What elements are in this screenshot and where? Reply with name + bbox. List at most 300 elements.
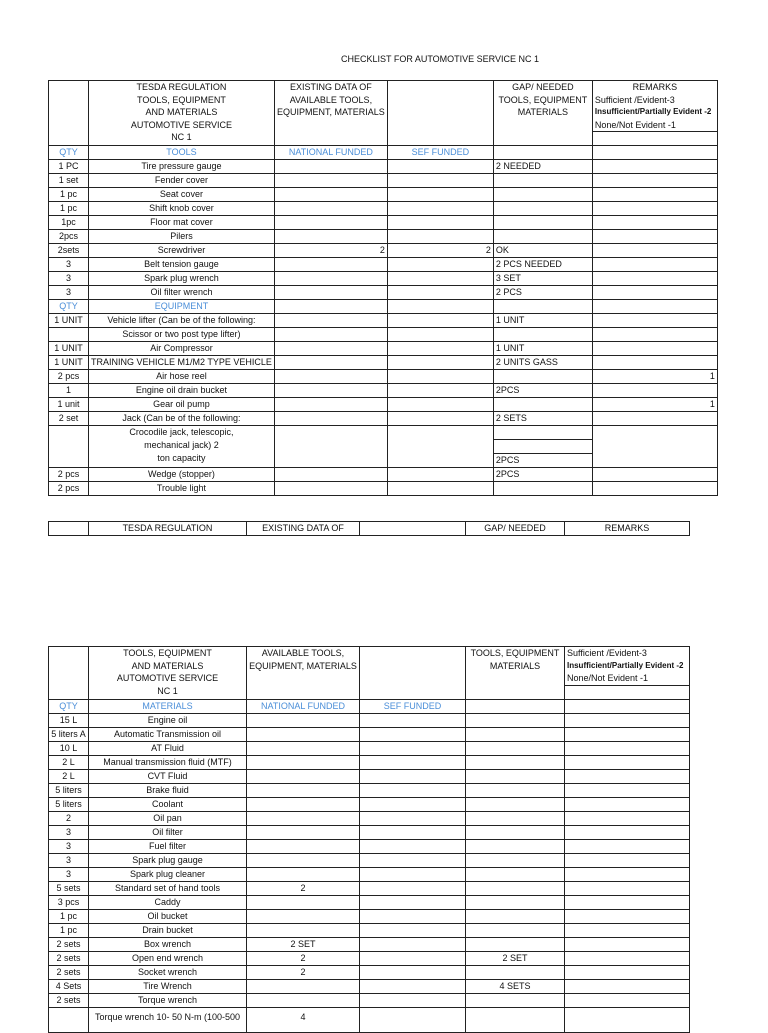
remarks-cell (565, 909, 690, 923)
qty-cell: 1 pc (49, 909, 89, 923)
qty-cell: 1 (49, 384, 89, 398)
item-cell: AT Fluid (89, 741, 247, 755)
gap-cell: 3 SET (493, 272, 592, 286)
remarks-cell (592, 174, 717, 188)
gap-cell (466, 769, 565, 783)
materials-column-labels: QTY MATERIALS NATIONAL FUNDED SEF FUNDED (49, 699, 690, 713)
item-cell: Trouble light (89, 482, 275, 496)
qty-cell: 3 (49, 272, 89, 286)
table-row (49, 482, 718, 496)
gap-needed-header: GAP/ NEEDED TOOLS, EQUIPMENT MATERIALS (493, 81, 592, 146)
sef-funded-cell (360, 727, 466, 741)
item-cell: Manual transmission fluid (MTF) (89, 755, 247, 769)
qty-cell: 3 pcs (49, 895, 89, 909)
national-funded-cell (247, 853, 360, 867)
table-row (49, 783, 690, 797)
sef-funded-cell (387, 370, 493, 384)
national-funded-cell (247, 811, 360, 825)
remarks-cell (592, 216, 717, 230)
sef-funded-cell (387, 160, 493, 174)
table-row (49, 342, 718, 356)
item-cell: Fuel filter (89, 839, 247, 853)
table-row (49, 174, 718, 188)
qty-cell: 2 sets (49, 951, 89, 965)
table-row (49, 797, 690, 811)
sef-funded-cell (360, 881, 466, 895)
remarks-cell (592, 468, 717, 482)
item-cell: Drain bucket (89, 923, 247, 937)
national-funded-cell (247, 923, 360, 937)
sef-funded-cell (360, 811, 466, 825)
item-cell: Box wrench (89, 937, 247, 951)
national-funded-cell (274, 286, 387, 300)
national-funded-cell (274, 216, 387, 230)
gap-cell: 2 SETS (493, 412, 592, 426)
sef-funded-cell (387, 188, 493, 202)
qty-cell: 1 pc (49, 188, 89, 202)
national-funded-cell (274, 328, 387, 342)
sef-funded-cell (360, 825, 466, 839)
gap-cell (466, 727, 565, 741)
gap-cell (493, 216, 592, 230)
item-cell: Gear oil pump (89, 398, 275, 412)
gap-cell (466, 965, 565, 979)
remarks-cell: 1 (592, 370, 717, 384)
gap-cell: 1 UNIT (493, 342, 592, 356)
qty-cell: 2 sets (49, 965, 89, 979)
qty-cell: 1 UNIT (49, 342, 89, 356)
sef-funded-cell (387, 300, 493, 314)
remarks-cell (592, 384, 717, 398)
item-cell: Brake fluid (89, 783, 247, 797)
item-cell: Fender cover (89, 174, 275, 188)
national-funded-cell (247, 979, 360, 993)
remarks-cell (565, 755, 690, 769)
national-funded-cell (247, 783, 360, 797)
national-funded-cell (247, 741, 360, 755)
national-funded-cell: 2 SET (247, 937, 360, 951)
table-row (49, 811, 690, 825)
sef-funded-cell (360, 741, 466, 755)
qty-cell: 3 (49, 853, 89, 867)
table-row (49, 286, 718, 300)
item-cell: Shift knob cover (89, 202, 275, 216)
page-break-header (48, 521, 690, 536)
remarks-cell (565, 923, 690, 937)
item-cell: Oil filter (89, 825, 247, 839)
gap-cell: 2 NEEDED (493, 160, 592, 174)
item-cell: Seat cover (89, 188, 275, 202)
item-cell: Engine oil (89, 713, 247, 727)
national-funded-cell (247, 993, 360, 1007)
gap-cell (466, 853, 565, 867)
table-row (49, 300, 718, 314)
remarks-header: Sufficient /Evident-3 Insufficient/Partially Evident -2 None/Not Evident -1 (565, 647, 690, 700)
remarks-cell (592, 272, 717, 286)
remarks-cell (565, 937, 690, 951)
table-row (49, 398, 718, 412)
remarks-cell (565, 741, 690, 755)
qty-cell: 2 L (49, 769, 89, 783)
qty-cell: 1pc (49, 216, 89, 230)
gap-cell: 2 PCS (493, 286, 592, 300)
national-funded-cell: 2 (274, 244, 387, 258)
gap-cell (493, 328, 592, 342)
sef-funded-cell (387, 398, 493, 412)
qty-cell: 4 Sets (49, 979, 89, 993)
qty-cell: 1 UNIT (49, 356, 89, 370)
national-funded-cell (247, 755, 360, 769)
table-row (49, 356, 718, 370)
sef-funded-cell (387, 258, 493, 272)
national-funded-cell (274, 426, 387, 468)
qty-cell: 2 pcs (49, 482, 89, 496)
national-funded-cell (274, 314, 387, 328)
national-funded-cell (274, 188, 387, 202)
gap-cell (493, 230, 592, 244)
gap-cell (466, 881, 565, 895)
national-funded-cell (274, 468, 387, 482)
national-funded-cell (274, 398, 387, 412)
gap-cell: 2 SET (466, 951, 565, 965)
national-funded-cell (274, 342, 387, 356)
item-cell: Pilers (89, 230, 275, 244)
item-cell: Tire Wrench (89, 979, 247, 993)
item-cell: Belt tension gauge (89, 258, 275, 272)
qty-cell: 1 pc (49, 202, 89, 216)
table-row (49, 839, 690, 853)
existing-data-header: EXISTING DATA OF AVAILABLE TOOLS, EQUIPMENT, MATERIALS (274, 81, 387, 146)
remarks-cell (565, 993, 690, 1007)
qty-cell: 5 liters (49, 783, 89, 797)
table-row (49, 769, 690, 783)
item-cell: Vehicle lifter (Can be of the following: (89, 314, 275, 328)
header-row (49, 81, 718, 146)
remarks-cell (592, 314, 717, 328)
equipment-label: EQUIPMENT (89, 300, 275, 314)
remarks-cell (592, 328, 717, 342)
sef-funded-cell (387, 328, 493, 342)
remarks-cell (565, 713, 690, 727)
remarks-cell (565, 797, 690, 811)
item-cell: Standard set of hand tools (89, 881, 247, 895)
item-cell: Oil bucket (89, 909, 247, 923)
gap-cell (493, 300, 592, 314)
national-funded-cell: 2 (247, 951, 360, 965)
gap-cell (493, 398, 592, 412)
table-row (49, 244, 718, 258)
tesda-regulation-header: TESDA REGULATION (89, 522, 247, 536)
tesda-regulation-header: TESDA REGULATION TOOLS, EQUIPMENT AND MATERIALS AUTOMOTIVE SERVICE NC 1 (89, 81, 275, 146)
national-funded-cell (274, 412, 387, 426)
national-funded-cell (274, 160, 387, 174)
table-row (49, 979, 690, 993)
national-funded-cell (274, 272, 387, 286)
gap-cell (493, 202, 592, 216)
table-row (49, 328, 718, 342)
qty-cell: 5 liters A (49, 727, 89, 741)
qty-cell: 2 pcs (49, 468, 89, 482)
national-funded-cell (247, 895, 360, 909)
remarks-cell (565, 881, 690, 895)
national-funded-cell: 2 (247, 881, 360, 895)
item-cell: TRAINING VEHICLE M1/M2 TYPE VEHICLE (89, 356, 275, 370)
remarks-cell (592, 244, 717, 258)
national-funded-cell (274, 230, 387, 244)
sef-funded-cell (360, 979, 466, 993)
remarks-cell (592, 342, 717, 356)
remarks-cell (565, 867, 690, 881)
existing-data-header: EXISTING DATA OF (247, 522, 360, 536)
item-cell: Air hose reel (89, 370, 275, 384)
gap-cell: 2 UNITS GASS (493, 356, 592, 370)
national-funded-cell (247, 727, 360, 741)
qty-cell: 1 pc (49, 923, 89, 937)
sef-funded-cell (360, 937, 466, 951)
qty-label: QTY (49, 300, 89, 314)
gap-cell (493, 482, 592, 496)
national-funded-cell (247, 867, 360, 881)
gap-cell: 1 UNIT (493, 314, 592, 328)
sef-funded-cell (360, 713, 466, 727)
table-row (49, 713, 690, 727)
item-cell: Automatic Transmission oil (89, 727, 247, 741)
sef-funded-cell (387, 384, 493, 398)
sef-funded-cell (360, 895, 466, 909)
gap-cell (466, 937, 565, 951)
sef-funded-cell (360, 797, 466, 811)
item-cell: Engine oil drain bucket (89, 384, 275, 398)
sef-funded-cell (360, 951, 466, 965)
table-row (49, 741, 690, 755)
table-row (49, 895, 690, 909)
table-row (49, 1007, 690, 1032)
item-cell: Screwdriver (89, 244, 275, 258)
item-cell: Spark plug wrench (89, 272, 275, 286)
qty-cell: 2 pcs (49, 370, 89, 384)
national-funded-cell (274, 300, 387, 314)
remarks-cell (592, 188, 717, 202)
item-cell: Floor mat cover (89, 216, 275, 230)
tools-column-labels: QTY TOOLS NATIONAL FUNDED SEF FUNDED (49, 146, 718, 160)
sef-funded-cell (360, 769, 466, 783)
table-row (49, 965, 690, 979)
sef-funded-cell (387, 482, 493, 496)
sef-funded-cell (360, 993, 466, 1007)
qty-cell: 1 set (49, 174, 89, 188)
national-funded-cell (247, 825, 360, 839)
table-row (49, 755, 690, 769)
table-row (49, 426, 718, 440)
table-row (49, 937, 690, 951)
table-row (49, 188, 718, 202)
qty-cell (49, 1007, 89, 1032)
remarks-cell (565, 951, 690, 965)
national-funded-cell (274, 384, 387, 398)
remarks-cell (565, 979, 690, 993)
qty-cell: 3 (49, 867, 89, 881)
sef-funded-cell (360, 1007, 466, 1032)
gap-cell (493, 426, 592, 440)
gap-cell (493, 174, 592, 188)
table-row (49, 727, 690, 741)
gap-needed-header: GAP/ NEEDED (466, 522, 565, 536)
qty-cell: 2 sets (49, 993, 89, 1007)
document-title: CHECKLIST FOR AUTOMOTIVE SERVICE NC 1 (340, 54, 540, 64)
sef-funded-cell (387, 468, 493, 482)
qty-cell: 3 (49, 839, 89, 853)
gap-cell (493, 370, 592, 384)
header-row (49, 647, 690, 700)
remarks-cell (565, 769, 690, 783)
item-cell: Oil pan (89, 811, 247, 825)
remarks-cell (592, 230, 717, 244)
table-row (49, 951, 690, 965)
remarks-cell (565, 895, 690, 909)
item-cell: Oil filter wrench (89, 286, 275, 300)
remarks-cell (592, 202, 717, 216)
table-row (49, 881, 690, 895)
qty-cell: 10 L (49, 741, 89, 755)
gap-cell (466, 741, 565, 755)
materials-table (48, 646, 690, 1033)
gap-cell (466, 867, 565, 881)
national-funded-cell (274, 370, 387, 384)
qty-cell: 1 UNIT (49, 314, 89, 328)
sef-funded-cell (387, 202, 493, 216)
sef-funded-cell (387, 174, 493, 188)
sef-funded-cell (387, 216, 493, 230)
sef-funded-cell (360, 839, 466, 853)
remarks-cell (565, 783, 690, 797)
national-funded-cell (247, 713, 360, 727)
gap-cell (466, 797, 565, 811)
national-funded-cell (247, 797, 360, 811)
item-cell: Jack (Can be of the following: (89, 412, 275, 426)
gap-cell (466, 783, 565, 797)
gap-cell: 2PCS (493, 384, 592, 398)
gap-cell: 4 SETS (466, 979, 565, 993)
item-cell: Wedge (stopper) (89, 468, 275, 482)
item-cell: Caddy (89, 895, 247, 909)
item-cell: Torque wrench 10- 50 N-m (100-500 (89, 1007, 247, 1032)
qty-cell: 2 (49, 811, 89, 825)
sef-funded-cell (360, 755, 466, 769)
qty-cell: 15 L (49, 713, 89, 727)
table-row (49, 216, 718, 230)
gap-cell (466, 895, 565, 909)
gap-cell (466, 713, 565, 727)
qty-cell: 2 sets (49, 937, 89, 951)
table-row (49, 370, 718, 384)
remarks-cell (565, 839, 690, 853)
sef-funded-cell (387, 426, 493, 468)
table-row (49, 314, 718, 328)
item-cell: Spark plug gauge (89, 853, 247, 867)
national-funded-cell (274, 356, 387, 370)
gap-cell (466, 1007, 565, 1032)
sef-funded-cell (387, 272, 493, 286)
qty-cell: 3 (49, 286, 89, 300)
qty-cell: 3 (49, 258, 89, 272)
table-row (49, 993, 690, 1007)
sef-funded-cell (360, 783, 466, 797)
item-cell: Crocodile jack, telescopic, mechanical jack) 2 ton capacity (89, 426, 275, 468)
sef-funded-cell (387, 286, 493, 300)
sef-funded-cell (387, 314, 493, 328)
item-cell: Tire pressure gauge (89, 160, 275, 174)
national-funded-cell (274, 258, 387, 272)
qty-cell: 3 (49, 825, 89, 839)
item-cell: Spark plug cleaner (89, 867, 247, 881)
gap-cell (466, 825, 565, 839)
gap-cell (466, 811, 565, 825)
qty-cell: 2 L (49, 755, 89, 769)
remarks-cell (592, 286, 717, 300)
remarks-cell (565, 811, 690, 825)
sef-funded-cell (387, 412, 493, 426)
sef-funded-cell: 2 (387, 244, 493, 258)
item-cell: Torque wrench (89, 993, 247, 1007)
gap-cell: OK (493, 244, 592, 258)
item-cell: CVT Fluid (89, 769, 247, 783)
gap-cell (493, 440, 592, 454)
remarks-cell (592, 160, 717, 174)
tools-equipment-table (48, 80, 718, 496)
sef-funded-cell (387, 356, 493, 370)
national-funded-cell (247, 839, 360, 853)
national-funded-cell (274, 174, 387, 188)
gap-cell (466, 993, 565, 1007)
qty-cell: 2sets (49, 244, 89, 258)
remarks-cell (565, 727, 690, 741)
table-row (49, 384, 718, 398)
table-row (49, 853, 690, 867)
gap-cell: 2 PCS NEEDED (493, 258, 592, 272)
table-row (49, 412, 718, 426)
qty-cell (49, 426, 89, 468)
item-cell: Coolant (89, 797, 247, 811)
gap-cell: 2PCS (493, 454, 592, 468)
table-row (49, 867, 690, 881)
table-row (49, 825, 690, 839)
qty-cell: 2 set (49, 412, 89, 426)
table-row (49, 202, 718, 216)
national-funded-cell (247, 769, 360, 783)
remarks-cell (592, 482, 717, 496)
remarks-header: REMARKS Sufficient /Evident-3 Insufficient/Partially Evident -2 None/Not Evident -1 (592, 81, 717, 146)
gap-needed-header: TOOLS, EQUIPMENT MATERIALS (466, 647, 565, 700)
table-row (49, 230, 718, 244)
sef-funded-cell (360, 867, 466, 881)
gap-cell (466, 839, 565, 853)
table-row (49, 272, 718, 286)
sef-funded-cell (360, 923, 466, 937)
remarks-cell (565, 825, 690, 839)
national-funded-cell (247, 909, 360, 923)
gap-cell (493, 188, 592, 202)
qty-cell: 1 PC (49, 160, 89, 174)
sef-funded-cell (360, 909, 466, 923)
remarks-cell (565, 853, 690, 867)
sef-funded-cell (360, 853, 466, 867)
national-funded-cell (274, 202, 387, 216)
sef-funded-cell (387, 342, 493, 356)
remarks-cell (592, 412, 717, 426)
remarks-cell (592, 300, 717, 314)
item-cell: Scissor or two post type lifter) (89, 328, 275, 342)
existing-data-header: AVAILABLE TOOLS, EQUIPMENT, MATERIALS (247, 647, 360, 700)
